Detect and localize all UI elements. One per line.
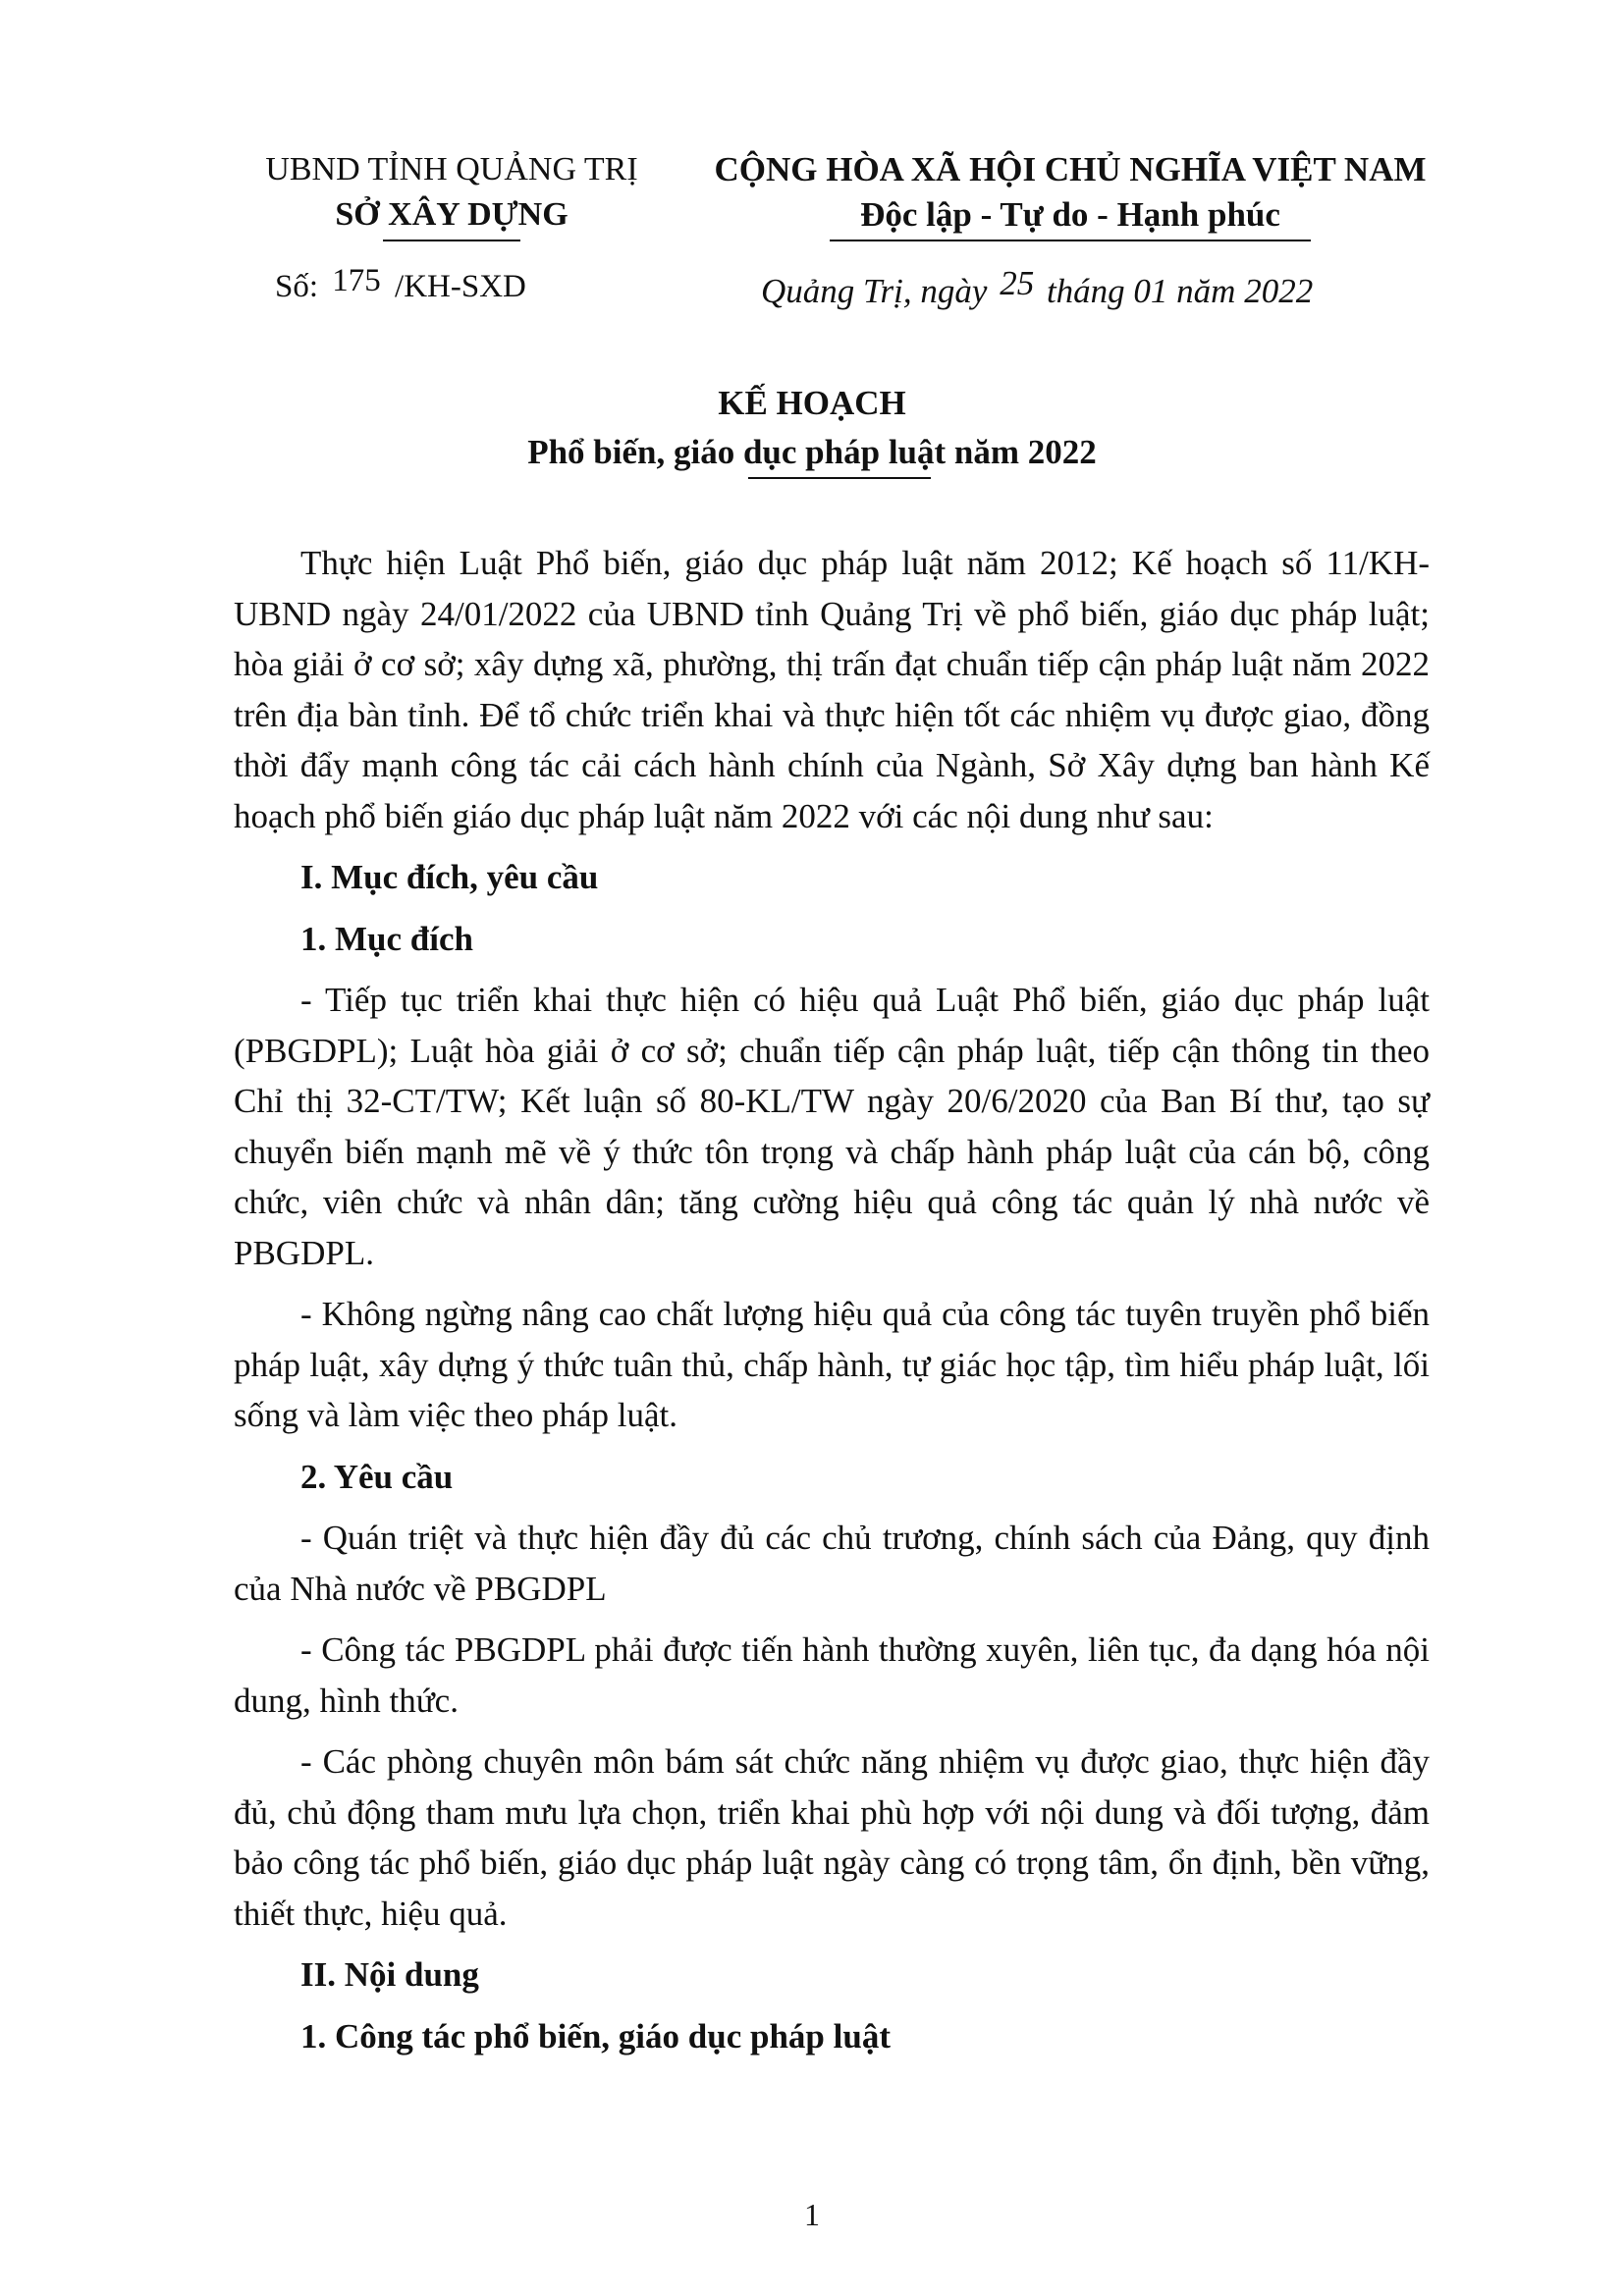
page-number: 1: [804, 2197, 820, 2232]
title-underline: [748, 477, 931, 479]
issue-date-prefix: Quảng Trị, ngày: [761, 272, 988, 310]
agency-name: SỞ XÂY DỰNG: [335, 196, 568, 233]
subsection-heading-dissemination: 1. Công tác phổ biến, giáo dục pháp luật: [300, 2016, 891, 2056]
document-title-main: KẾ HOẠCH: [718, 384, 906, 422]
issue-date: [761, 264, 1314, 314]
document-number: [275, 265, 526, 308]
requirements-paragraph-1: - Quán triệt và thực hiện đầy đủ các chủ trương, chính sách của Đảng, quy định của Nhà nước về PBGDPL: [234, 1519, 1430, 1608]
purpose-paragraph-2: - Không ngừng nâng cao chất lượng hiệu quả của công tác tuyên truyền phổ biến pháp luật, xây dựng ý thức tuân thủ, chấp hành, tự giác học tập, tìm hiểu pháp luật, lối sống và làm việc theo pháp luật.: [234, 1295, 1430, 1434]
intro-paragraph: Thực hiện Luật Phổ biến, giáo dục pháp luật năm 2012; Kế hoạch số 11/KH-UBND ngày 24/01/2022 của UBND tỉnh Quảng Trị về phổ biến, giáo dục pháp luật; hòa giải ở cơ sở; xây dựng xã, phường, thị trấn đạt chuẩn tiếp cận pháp luật năm 2022 trên địa bàn tỉnh. Để tổ chức triển khai và thực hiện tốt các nhiệm vụ được giao, đồng thời đẩy mạnh công tác cải cách hành chính của Ngành, Sở Xây dựng ban hành Kế hoạch phổ biến giáo dục pháp luật năm 2022 với các nội dung như sau:: [234, 544, 1430, 835]
section-heading-content: II. Nội dung: [300, 1955, 479, 1994]
national-title-block: [677, 147, 1463, 238]
requirements-paragraph-2: - Công tác PBGDPL phải được tiến hành thường xuyên, liên tục, đa dạng hóa nội dung, hình thức.: [234, 1630, 1430, 1720]
subsection-heading-purpose: 1. Mục đích: [300, 919, 473, 958]
motto-underline: [830, 240, 1311, 241]
requirements-paragraph-3: - Các phòng chuyên môn bám sát chức năng nhiệm vụ được giao, thực hiện đầy đủ, chủ động tham mưu lựa chọn, triển khai phù hợp với nội dung và đối tượng, đảm bảo công tác phổ biến, giáo dục pháp luật ngày càng có trọng tâm, ổn định, bền vững, thiết thực, hiệu quả.: [234, 1742, 1430, 1933]
issue-date-day: 25: [1000, 264, 1035, 302]
document-title: [0, 379, 1624, 477]
issue-date-suffix: tháng 01 năm 2022: [1046, 272, 1314, 310]
issuing-agency-block: [236, 147, 668, 238]
document-title-sub: Phổ biến, giáo dục pháp luật năm 2022: [527, 433, 1097, 471]
subsection-heading-requirements: 2. Yêu cầu: [300, 1457, 454, 1496]
document-body: [234, 538, 1430, 2072]
parent-agency-name: UBND TỈNH QUẢNG TRỊ: [265, 151, 638, 187]
document-number-prefix: Số:: [275, 269, 319, 304]
agency-underline: [383, 240, 520, 241]
section-heading-purpose-requirements: I. Mục đích, yêu cầu: [300, 858, 599, 896]
document-number-suffix: /KH-SXD: [395, 269, 526, 304]
country-name: CỘNG HÒA XÃ HỘI CHỦ NGHĨA VIỆT NAM: [714, 150, 1427, 188]
national-motto: Độc lập - Tự do - Hạnh phúc: [860, 195, 1280, 234]
document-number-value: 175: [332, 263, 381, 298]
purpose-paragraph-1: - Tiếp tục triển khai thực hiện có hiệu quả Luật Phổ biến, giáo dục pháp luật (PBGDPL); Luật hòa giải ở cơ sở; chuẩn tiếp cận pháp luật, tiếp cận thông tin theo Chỉ thị 32-CT/TW; Kết luận số 80-KL/TW ngày 20/6/2020 của Ban Bí thư, tạo sự chuyển biến mạnh mẽ về ý thức tôn trọng và chấp hành pháp luật của cán bộ, công chức, viên chức và nhân dân; tăng cường hiệu quả công tác quản lý nhà nước về PBGDPL.: [234, 981, 1430, 1272]
